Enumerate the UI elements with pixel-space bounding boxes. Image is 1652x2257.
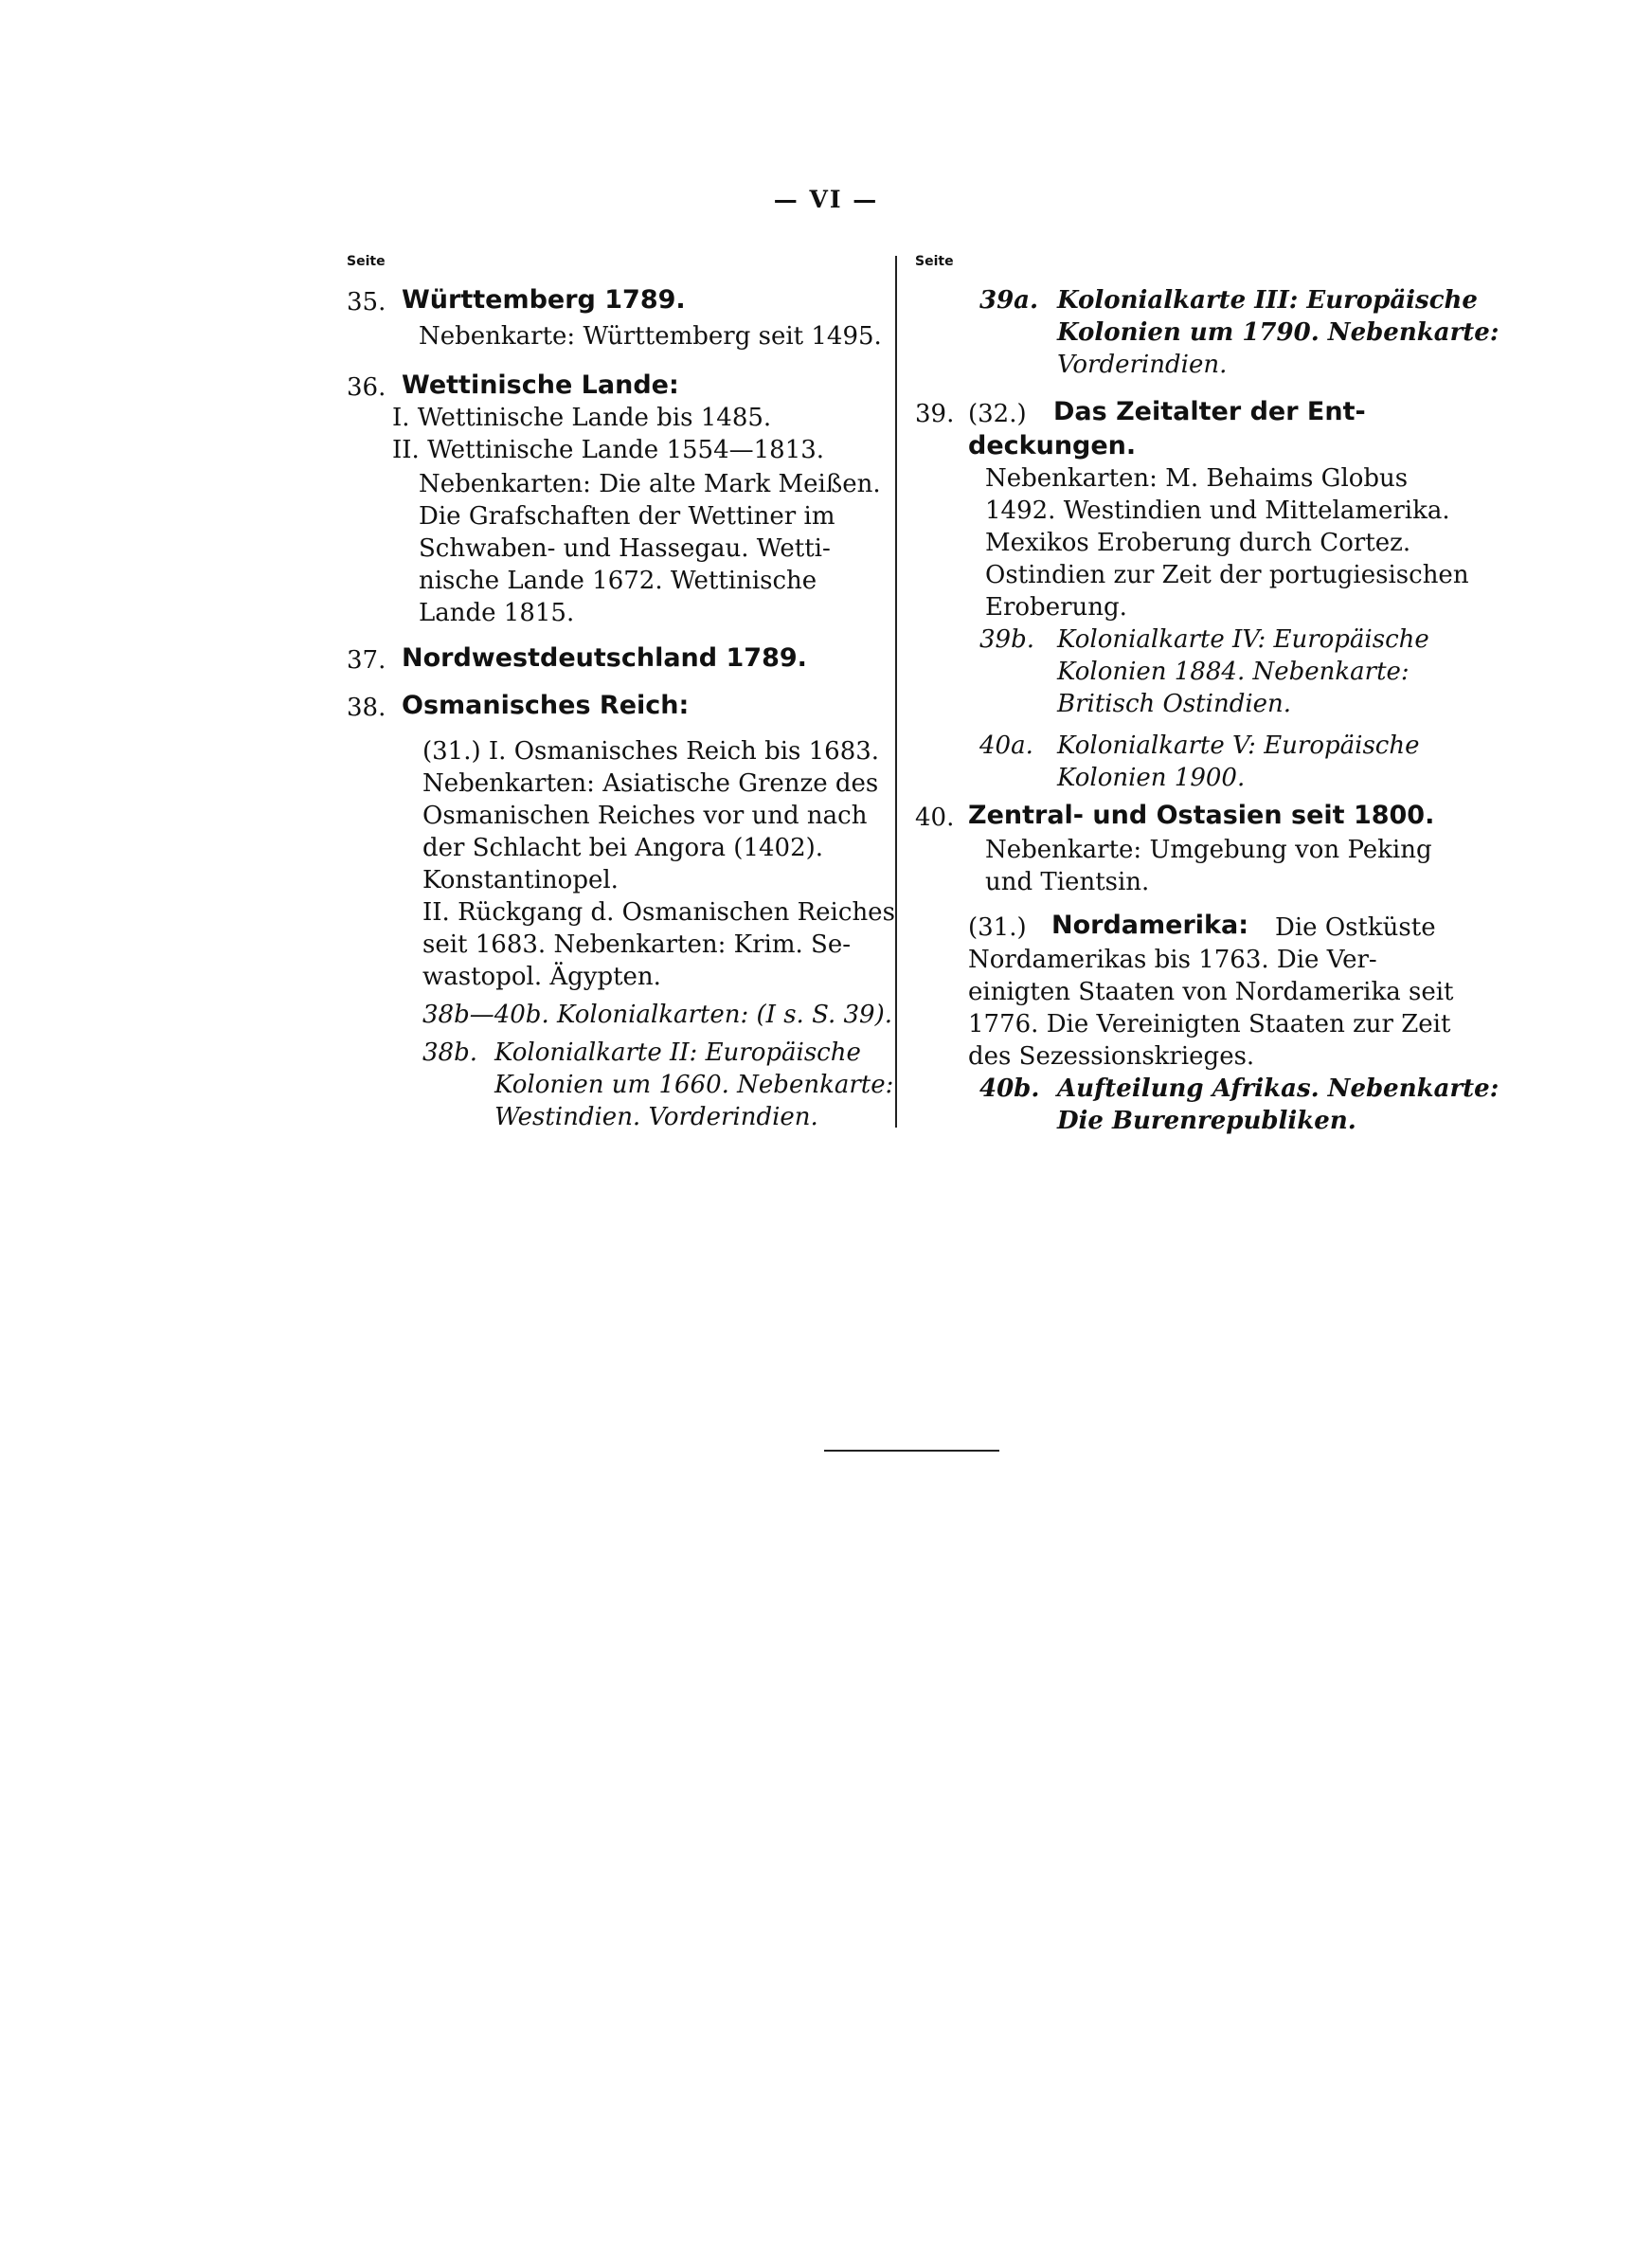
entry-39-title: deckungen. <box>968 431 1137 460</box>
entry-36-line: Schwaben- und Hassegau. Wetti- <box>419 534 831 563</box>
kolonialkarten-ref-label: 38b—40b. <box>422 1001 549 1029</box>
seite-label-left: Seite <box>347 254 386 269</box>
entry-38-line: Nebenkarten: Asiatische Grenze des <box>422 769 879 798</box>
entry-40-title: Zentral- und Ostasien seit 1800. <box>968 801 1435 830</box>
kolonialkarte-iii-text: Vorderindien. <box>1057 351 1228 379</box>
entry-37-title: Nordwestdeutschland 1789. <box>402 643 807 673</box>
entry-38-line: Konstantinopel. <box>422 866 619 894</box>
entry-40-number: 40. <box>915 803 955 832</box>
kolonialkarte-v-text: Kolonialkarte V: Europäische <box>1057 731 1420 760</box>
kolonialkarte-iii-label: 39a. <box>979 286 1039 315</box>
nordamerika-line: einigten Staaten von Nordamerika seit <box>968 978 1454 1006</box>
nordamerika-ref: (31.) <box>968 913 1027 942</box>
entry-38-line: (31.) I. Osmanisches Reich bis 1683. <box>422 737 880 766</box>
page-number: — VI — <box>773 186 879 213</box>
seite-label-right: Seite <box>915 254 954 269</box>
kolonialkarte-iv-text: Kolonialkarte IV: Europäische <box>1057 625 1429 654</box>
kolonialkarte-iv-text: Kolonien 1884. Nebenkarte: <box>1057 658 1410 686</box>
entry-36-title: Wettinische Lande: <box>402 370 679 400</box>
entry-36-line: Lande 1815. <box>419 599 575 627</box>
entry-39-number: 39. <box>915 400 955 428</box>
entry-36-line: I. Wettinische Lande bis 1485. <box>392 404 772 432</box>
entry-38-title: Osmanisches Reich: <box>402 691 690 720</box>
kolonialkarten-ref-text: Kolonialkarten: (I s. S. 39). <box>557 1001 892 1029</box>
entry-38-number: 38. <box>347 694 386 722</box>
nordamerika-line: 1776. Die Vereinigten Staaten zur Zeit <box>968 1010 1451 1038</box>
entry-36-line: Die Grafschaften der Wettiner im <box>419 502 835 531</box>
kolonialkarte-v-label: 40a. <box>979 731 1033 760</box>
kolonialkarte-v-text: Kolonien 1900. <box>1057 764 1246 792</box>
entry-38-line: seit 1683. Nebenkarten: Krim. Se- <box>422 930 851 959</box>
entry-39-ref: (32.) <box>968 400 1027 428</box>
end-rule <box>824 1450 999 1452</box>
nordamerika-line: des Sezessionskrieges. <box>968 1042 1255 1071</box>
entry-37-number: 37. <box>347 646 386 675</box>
kolonialkarte-ii-label: 38b. <box>422 1038 477 1067</box>
entry-36-number: 36. <box>347 373 386 402</box>
entry-36-line: nische Lande 1672. Wettinische <box>419 567 817 595</box>
kolonialkarte-iii-text: Kolonialkarte III: Europäische <box>1057 286 1478 315</box>
entry-39-line: Nebenkarten: M. Behaims Globus <box>985 464 1409 493</box>
kolonialkarte-ii-text: Kolonialkarte II: Europäische <box>494 1038 861 1067</box>
entry-35-number: 35. <box>347 288 386 316</box>
kolonialkarte-iv-text: Britisch Ostindien. <box>1057 690 1292 718</box>
entry-39-title: Das Zeitalter der Ent- <box>1053 397 1366 426</box>
kolonialkarte-iv-label: 39b. <box>979 625 1034 654</box>
entry-39-line: 1492. Westindien und Mittelamerika. <box>985 497 1450 525</box>
entry-35-line: Nebenkarte: Württemberg seit 1495. <box>419 322 882 351</box>
entry-39-line: Mexikos Eroberung durch Cortez. <box>985 529 1411 557</box>
entry-40-line: und Tientsin. <box>985 868 1150 896</box>
entry-36-line: II. Wettinische Lande 1554—1813. <box>392 436 825 464</box>
aufteilung-afrikas-label: 40b. <box>979 1074 1040 1103</box>
entry-38-line: II. Rückgang d. Osmanischen Reiches <box>422 898 895 927</box>
entry-40-line: Nebenkarte: Umgebung von Peking <box>985 836 1432 864</box>
column-divider <box>895 256 897 1128</box>
entry-36-line: Nebenkarten: Die alte Mark Meißen. <box>419 470 881 498</box>
kolonialkarte-iii-text: Kolonien um 1790. Nebenkarte: <box>1057 318 1499 347</box>
entry-38-line: wastopol. Ägypten. <box>422 963 661 991</box>
entry-35-title: Württemberg 1789. <box>402 285 686 315</box>
entry-39-line: Eroberung. <box>985 593 1127 622</box>
entry-39-line: Ostindien zur Zeit der portugiesischen <box>985 561 1469 589</box>
nordamerika-line: Die Ostküste <box>1275 913 1436 942</box>
entry-38-line: Osmanischen Reiches vor und nach <box>422 802 868 830</box>
entry-38-line: der Schlacht bei Angora (1402). <box>422 834 824 862</box>
aufteilung-afrikas-text: Die Burenrepubliken. <box>1057 1107 1356 1135</box>
nordamerika-line: Nordamerikas bis 1763. Die Ver- <box>968 946 1377 974</box>
nordamerika-title: Nordamerika: <box>1051 911 1248 940</box>
aufteilung-afrikas-text: Aufteilung Afrikas. Nebenkarte: <box>1057 1074 1499 1103</box>
kolonialkarte-ii-text: Westindien. Vorderindien. <box>494 1103 818 1131</box>
kolonialkarte-ii-text: Kolonien um 1660. Nebenkarte: <box>494 1071 894 1099</box>
